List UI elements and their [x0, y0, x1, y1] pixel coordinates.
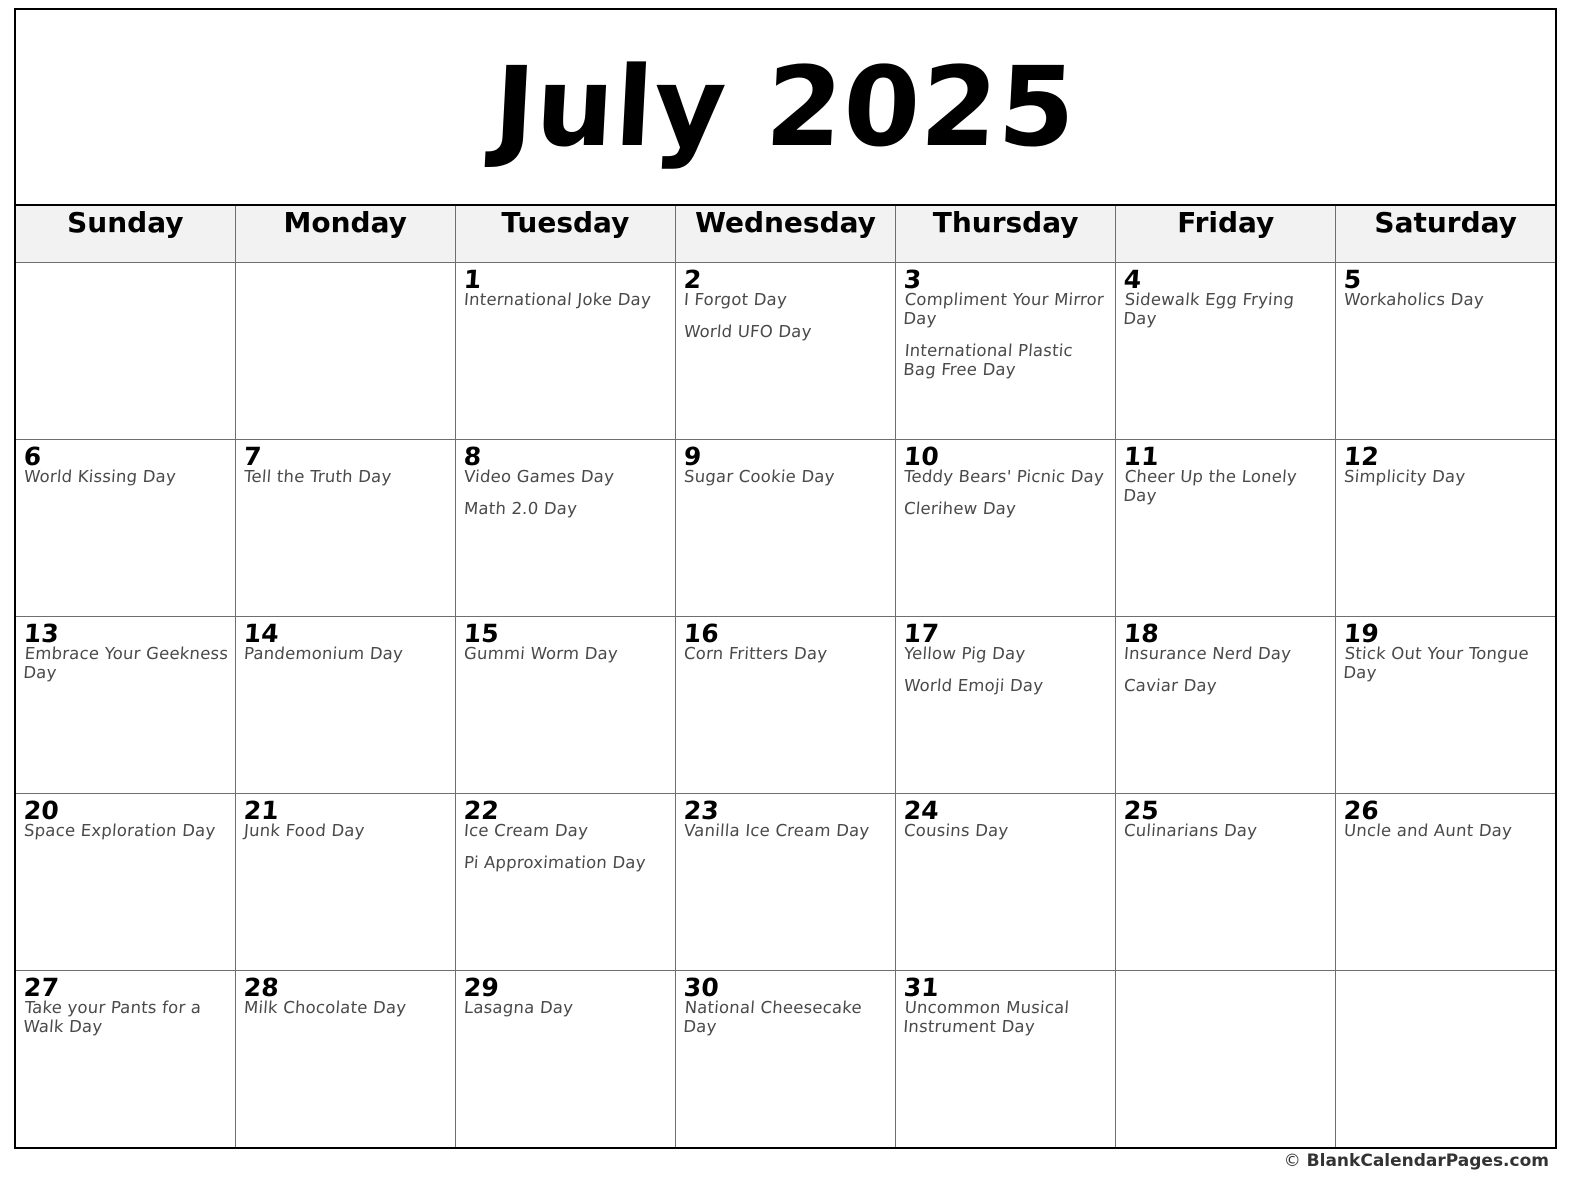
day-event: Pi Approximation Day — [463, 852, 647, 872]
day-event: Clerihew Day — [903, 498, 1017, 518]
calendar-day-cell[interactable] — [455, 440, 675, 617]
day-events — [236, 468, 455, 487]
calendar-day-cell[interactable] — [896, 617, 1116, 794]
day-events — [1116, 468, 1335, 505]
day-number: 31 — [902, 973, 940, 1002]
day-events — [1336, 468, 1555, 487]
calendar-day-cell[interactable] — [896, 440, 1116, 617]
calendar-day-cell-empty — [1336, 971, 1556, 1149]
weekday-header-wednesday: Wednesday — [675, 205, 895, 263]
calendar-day-cell[interactable] — [1336, 263, 1556, 440]
day-events — [456, 468, 675, 518]
day-event: Milk Chocolate Day — [243, 998, 407, 1018]
day-event: Junk Food Day — [243, 821, 365, 841]
day-number: 3 — [902, 265, 923, 294]
calendar-day-cell[interactable] — [896, 263, 1116, 440]
footer-site-name: BlankCalendarPages.com — [1306, 1151, 1549, 1171]
calendar-day-cell[interactable] — [455, 263, 675, 440]
calendar-day-cell[interactable] — [235, 617, 455, 794]
day-number: 25 — [1123, 796, 1160, 825]
day-event: Lasagna Day — [463, 998, 574, 1018]
day-event: Simplicity Day — [1343, 467, 1467, 487]
day-number: 10 — [902, 442, 940, 471]
day-number: 11 — [1123, 442, 1160, 471]
day-number: 18 — [1123, 619, 1160, 648]
day-event: Video Games Day — [463, 467, 615, 487]
day-events — [1336, 645, 1555, 682]
calendar-week-row — [15, 263, 1556, 440]
day-number: 26 — [1343, 796, 1381, 825]
day-event: Uncle and Aunt Day — [1343, 821, 1514, 841]
day-events — [676, 291, 895, 341]
day-number: 8 — [462, 442, 483, 471]
day-event: World Emoji Day — [903, 675, 1044, 695]
day-events — [16, 999, 235, 1036]
day-events — [676, 468, 895, 487]
day-events — [896, 291, 1115, 379]
calendar-grid — [14, 204, 1557, 1149]
day-event: Insurance Nerd Day — [1123, 644, 1293, 664]
calendar-day-cell[interactable] — [15, 971, 235, 1149]
day-number: 15 — [462, 619, 500, 648]
day-events — [676, 822, 895, 841]
calendar-day-cell-empty — [15, 263, 235, 440]
footer-credit — [1284, 1151, 1549, 1171]
day-events — [456, 822, 675, 872]
calendar-day-cell[interactable] — [235, 971, 455, 1149]
day-event: Take your Pants for a Walk Day — [22, 998, 202, 1036]
day-events — [236, 822, 455, 841]
calendar-day-cell[interactable] — [675, 794, 895, 971]
weekday-header-row — [15, 205, 1556, 263]
day-number: 16 — [682, 619, 720, 648]
day-events — [1116, 822, 1335, 841]
calendar-title-bar — [14, 8, 1557, 204]
day-event: Cousins Day — [903, 821, 1010, 841]
day-number: 23 — [682, 796, 720, 825]
day-events — [16, 468, 235, 487]
calendar-day-cell[interactable] — [1116, 617, 1336, 794]
calendar-day-cell[interactable] — [15, 617, 235, 794]
day-number: 20 — [22, 796, 60, 825]
calendar-day-cell-empty — [235, 263, 455, 440]
weekday-header-tuesday: Tuesday — [455, 205, 675, 263]
calendar-body — [15, 263, 1556, 1149]
day-event: Cheer Up the Lonely Day — [1122, 467, 1298, 505]
weekday-header-monday: Monday — [235, 205, 455, 263]
day-event: Corn Fritters Day — [683, 644, 828, 664]
calendar-day-cell[interactable] — [235, 794, 455, 971]
calendar-day-cell[interactable] — [675, 971, 895, 1149]
day-number: 6 — [22, 442, 43, 471]
day-number: 27 — [22, 973, 60, 1002]
day-event: Workaholics Day — [1343, 290, 1485, 310]
day-number: 17 — [902, 619, 940, 648]
day-event: Embrace Your Geekness Day — [22, 644, 229, 682]
calendar-day-cell[interactable] — [235, 440, 455, 617]
day-event: International Plastic Bag Free Day — [902, 340, 1074, 379]
day-event: Teddy Bears' Picnic Day — [903, 467, 1105, 487]
day-events — [676, 645, 895, 664]
day-event: I Forgot Day — [683, 290, 788, 310]
calendar-day-cell[interactable] — [1116, 794, 1336, 971]
day-events — [236, 999, 455, 1018]
calendar-day-cell[interactable] — [896, 794, 1116, 971]
day-number: 24 — [902, 796, 940, 825]
day-number: 30 — [682, 973, 720, 1002]
day-event: Caviar Day — [1123, 675, 1218, 695]
day-event: Sugar Cookie Day — [683, 467, 836, 487]
day-number: 21 — [242, 796, 280, 825]
day-events — [896, 468, 1115, 518]
calendar-day-cell[interactable] — [675, 617, 895, 794]
day-events — [456, 999, 675, 1018]
copyright-symbol: © — [1283, 1151, 1301, 1171]
day-event: Sidewalk Egg Frying Day — [1122, 290, 1296, 328]
day-number: 12 — [1343, 442, 1381, 471]
day-number: 19 — [1343, 619, 1381, 648]
day-events — [676, 999, 895, 1036]
day-events — [1116, 291, 1335, 328]
day-event: Tell the Truth Day — [243, 467, 392, 487]
day-number: 5 — [1343, 265, 1363, 294]
day-events — [896, 999, 1115, 1036]
day-events — [16, 822, 235, 841]
day-events — [456, 291, 675, 310]
weekday-header-friday: Friday — [1116, 205, 1336, 263]
day-number: 1 — [462, 265, 483, 294]
day-event: Compliment Your Mirror Day — [902, 290, 1105, 328]
calendar-day-cell[interactable] — [675, 440, 895, 617]
calendar-day-cell[interactable] — [896, 971, 1116, 1149]
day-number: 13 — [22, 619, 60, 648]
calendar-day-cell-empty — [1116, 971, 1336, 1149]
day-events — [896, 822, 1115, 841]
day-event: Yellow Pig Day — [903, 644, 1027, 664]
page-title: July 2025 — [491, 43, 1080, 171]
weekday-header-sunday: Sunday — [15, 205, 235, 263]
day-event: World Kissing Day — [23, 467, 177, 487]
day-events — [1336, 291, 1555, 310]
calendar-week-row — [15, 971, 1556, 1149]
day-events — [456, 645, 675, 664]
day-event: Pandemonium Day — [243, 644, 404, 664]
day-number: 2 — [682, 265, 703, 294]
day-number: 14 — [242, 619, 280, 648]
day-event: Culinarians Day — [1123, 821, 1259, 841]
calendar-day-cell[interactable] — [675, 263, 895, 440]
day-events — [1116, 645, 1335, 695]
calendar-day-cell[interactable] — [455, 794, 675, 971]
day-number: 22 — [462, 796, 500, 825]
day-event: Ice Cream Day — [463, 821, 589, 841]
day-number: 4 — [1123, 265, 1143, 294]
day-number: 7 — [242, 442, 262, 471]
calendar-week-row — [15, 440, 1556, 617]
day-events — [16, 645, 235, 682]
day-event: National Cheesecake Day — [682, 998, 863, 1036]
day-number: 29 — [462, 973, 500, 1002]
calendar-day-cell[interactable] — [455, 617, 675, 794]
day-event: Uncommon Musical Instrument Day — [902, 998, 1070, 1036]
calendar-day-cell[interactable] — [1116, 440, 1336, 617]
day-event: Stick Out Your Tongue Day — [1343, 644, 1530, 682]
weekday-header-saturday: Saturday — [1336, 205, 1556, 263]
day-event: Vanilla Ice Cream Day — [683, 821, 870, 841]
day-events — [1336, 822, 1555, 841]
calendar-day-cell[interactable] — [15, 440, 235, 617]
day-events — [236, 645, 455, 664]
calendar-day-cell[interactable] — [1336, 794, 1556, 971]
day-number: 9 — [682, 442, 703, 471]
day-events — [896, 645, 1115, 695]
calendar-day-cell[interactable] — [1336, 617, 1556, 794]
day-event: Space Exploration Day — [23, 821, 217, 841]
calendar-day-cell[interactable] — [1116, 263, 1336, 440]
day-event: Gummi Worm Day — [463, 644, 619, 664]
day-number: 28 — [242, 973, 280, 1002]
day-event: International Joke Day — [463, 290, 652, 310]
calendar-day-cell[interactable] — [455, 971, 675, 1149]
calendar-week-row — [15, 794, 1556, 971]
calendar-day-cell[interactable] — [1336, 440, 1556, 617]
day-event: World UFO Day — [683, 321, 813, 341]
calendar-week-row — [15, 617, 1556, 794]
day-event: Math 2.0 Day — [463, 498, 578, 518]
weekday-header-thursday: Thursday — [896, 205, 1116, 263]
calendar-day-cell[interactable] — [15, 794, 235, 971]
